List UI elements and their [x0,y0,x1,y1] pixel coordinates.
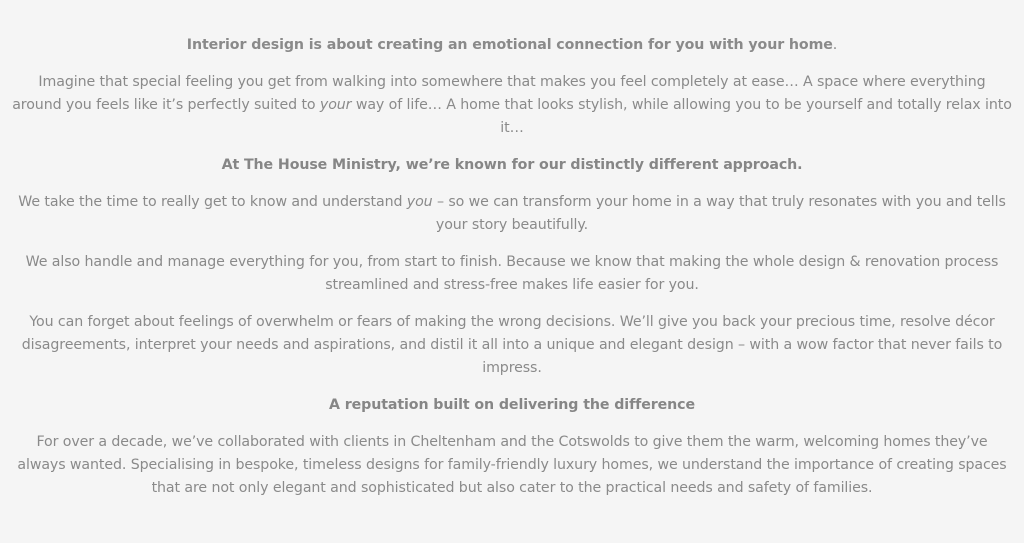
reputation-heading: A reputation built on delivering the difference [329,397,695,413]
imagine-emphasis: your [319,97,352,113]
intro-period: . [832,37,838,53]
know-you-text-1: We take the time to really get to know and understand [18,194,407,210]
decade-paragraph: For over a decade, we’ve collaborated with clients in Cheltenham and the Cotswolds to give them the warm, welcoming homes they’ve always wanted. Specialising in bespoke, timeless designs for family-friendly luxury homes, we understand the importance of creating spaces that are not only elegant and sophisticated but also cater to the practical needs and safety of families. [17,434,1007,496]
overwhelm-paragraph: You can forget about feelings of overwhelm or fears of making the wrong decisions. We’ll give you back your precious time, resolve décor disagreements, interpret your needs and aspirations, and distil it all into a unique and elegant design – with a wow factor that never fails to impress. [21,314,1003,376]
page-content [12,0,1012,500]
know-you-text-2: – so we can transform your home in a way that truly resonates with you and tells your story beautifully. [432,194,1006,233]
approach-heading: At The House Ministry, we’re known for our distinctly different approach. [221,157,803,173]
intro-paragraph [12,34,1012,57]
imagine-text-1: Imagine that special feeling you get from walking into somewhere that makes you feel completely at ease… A space where everything around you feels like it’s perfectly suited to [12,74,986,113]
know-you-emphasis: you [406,194,433,210]
know-you-paragraph [12,191,1012,237]
intro-heading: Interior design is about creating an emotional connection for you with your home [186,37,833,53]
manage-paragraph: We also handle and manage everything for you, from start to finish. Because we know that making the whole design & renovation process streamlined and stress-free makes life easier for you. [25,254,999,293]
imagine-paragraph [12,71,1012,140]
imagine-text-2: way of life… A home that looks stylish, while allowing you to be yourself and totally relax into it… [351,97,1012,136]
